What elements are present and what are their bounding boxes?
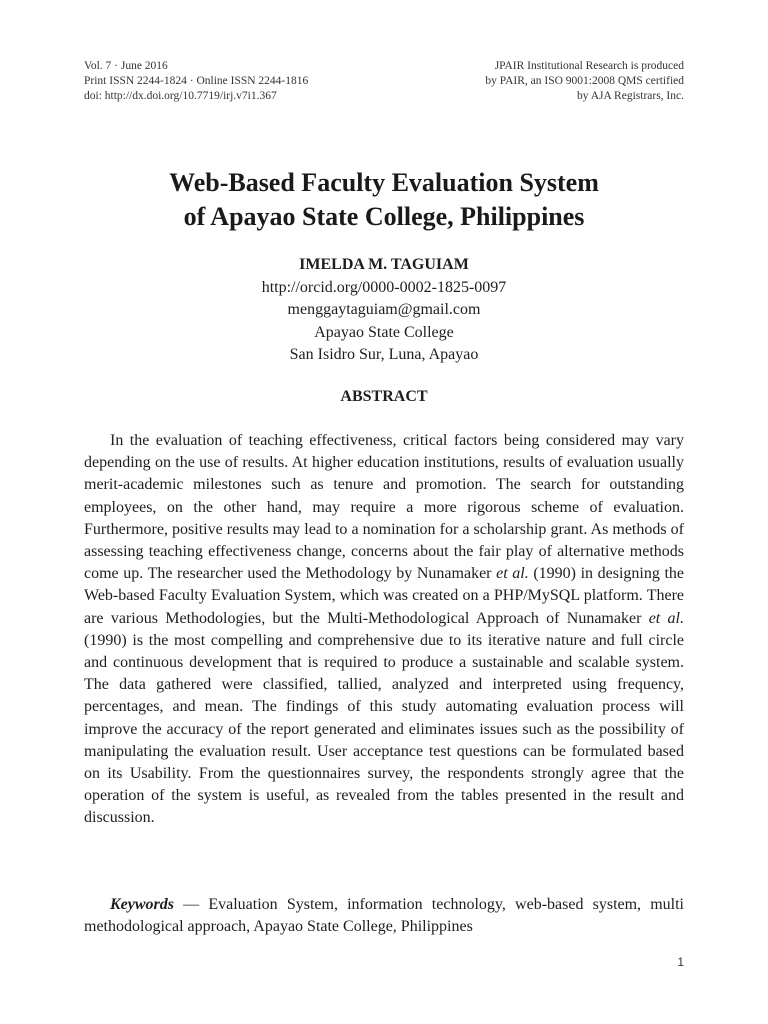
keywords-paragraph [84, 894, 684, 938]
volume-line: Vol. 7 · June 2016 [84, 60, 168, 72]
author-orcid: http://orcid.org/0000-0002-1825-0097 [261, 278, 507, 296]
abstract-paragraph [84, 430, 684, 830]
author-institution: Apayao State College [314, 323, 454, 341]
keywords-block [84, 894, 684, 938]
keywords-label: Keywords [110, 896, 174, 913]
journal-info-left [84, 59, 308, 104]
abstract-heading: ABSTRACT [340, 388, 428, 405]
title-line-1: Web-Based Faculty Evaluation System [169, 168, 599, 197]
author-address: San Isidro Sur, Luna, Apayao [289, 346, 479, 363]
et-al-2: et al. [648, 609, 684, 627]
publisher-line-3: by AJA Registrars, Inc. [576, 90, 684, 102]
abstract-text [84, 430, 684, 830]
author-name: IMELDA M. TAGUIAM [299, 256, 469, 273]
author-block [84, 254, 684, 367]
page-number: 1 [677, 955, 684, 969]
journal-info-right [485, 59, 684, 104]
keywords-separator: — [174, 896, 209, 913]
title-line-2: of Apayao State College, Philippines [183, 202, 585, 231]
abstract-part-3: (1990) is the most compelling and comprehensive due to its iterative nature and full circle and continuous development that is required to produce a sustainable and scalable system. The data gathered were classified, tallied, analyzed and interpreted using frequency, percentages, and mean. The findings of this study automating evaluation process will improve the accuracy of the report generated and eliminates issues such as the possibility of manipulating the evaluation result. User acceptance test questions can be formulated based on its Usability. From the questionnaires survey, the respondents strongly agree that the operation of the system is useful, as revealed from the tables presented in the result and discussion. [84, 631, 684, 827]
paper-title [84, 166, 684, 234]
doi-line: doi: http://dx.doi.org/10.7719/irj.v7i1.367 [84, 90, 277, 102]
author-email: menggaytaguiam@gmail.com [287, 301, 481, 318]
issn-line: Print ISSN 2244-1824 · Online ISSN 2244-1816 [84, 75, 309, 87]
abstract-part-1: In the evaluation of teaching effectiveness, critical factors being considered may vary depending on the use of results. At higher education institutions, results of evaluation usually merit-academic milestones such as tenure and promotion. The search for outstanding employees, on the other hand, may require a more rigorous scheme of evaluation. Furthermore, positive results may lead to a nomination for a scholarship grant. As methods of assessing teaching effectiveness change, concerns about the fair play of alternative methods come up. The researcher used the Methodology by Nunamaker [84, 432, 684, 583]
publisher-line-1: JPAIR Institutional Research is produced [494, 60, 684, 72]
publisher-line-2: by PAIR, an ISO 9001:2008 QMS certified [485, 75, 684, 87]
abstract-part-2: (1990) in designing the Web-based Faculty Evaluation System, which was created on a PHP/MySQL platform. There are various Methodologies, but the Multi-Methodological Approach of Nunamaker [84, 565, 684, 627]
keywords-text: Evaluation System, information technology, web-based system, multi methodological approach, Apayao State College, Philippines [84, 896, 685, 936]
et-al-1: et al. [496, 565, 529, 583]
